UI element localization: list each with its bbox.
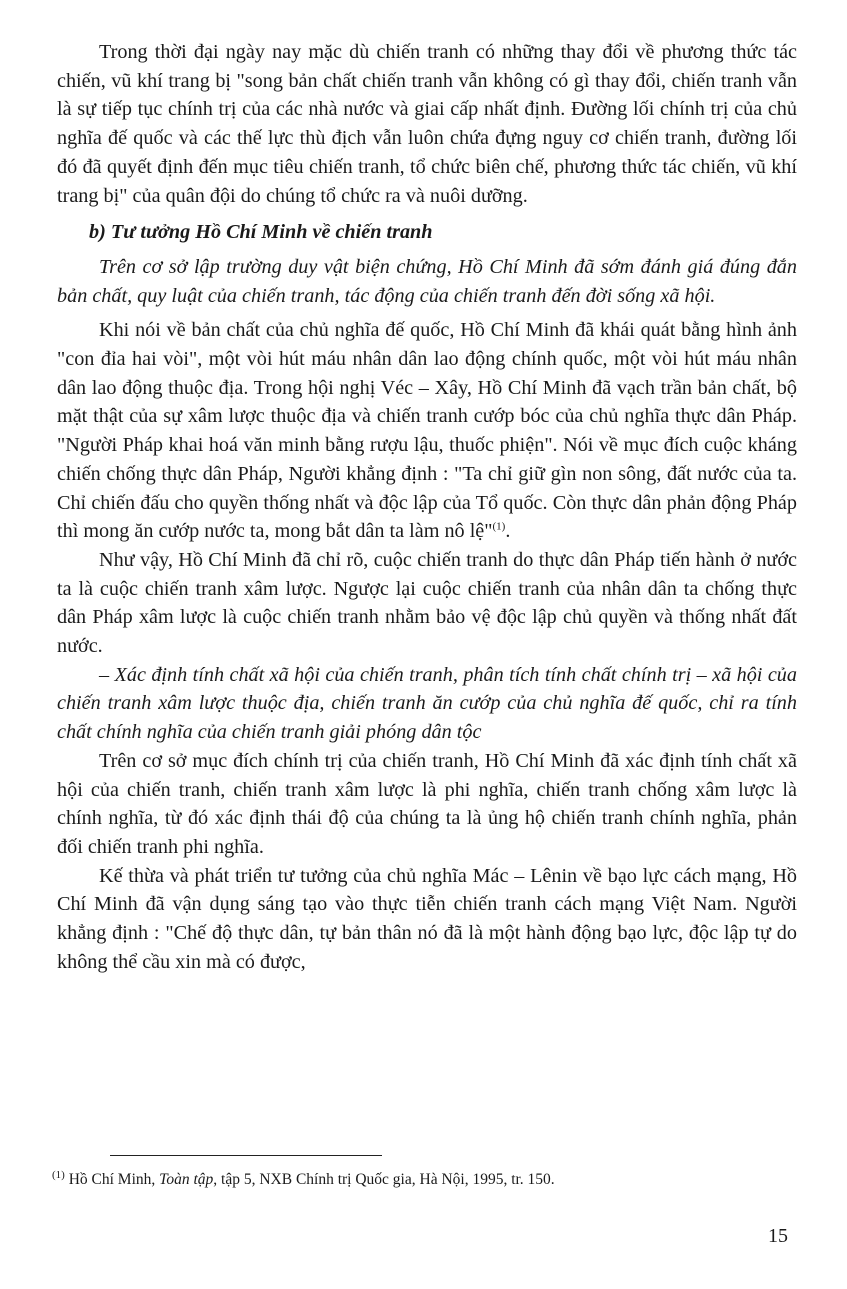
page-body xyxy=(57,38,797,977)
footnote-reference-1: (1) xyxy=(492,520,506,533)
footnote-author: Hồ Chí Minh, xyxy=(64,1171,160,1188)
footnote-divider xyxy=(110,1155,382,1156)
paragraph-6: Trên cơ sở mục đích chính trị của chiến tranh, Hồ Chí Minh đã xác định tính chất xã hội của chiến tranh, chiến tranh xâm lược là phi nghĩa, chiến tranh chống xâm lược là chính nghĩa, từ đó xác định thái độ của chúng ta là ủng hộ chiến tranh chính nghĩa, phản đối chiến tranh phi nghĩa. xyxy=(57,749,797,858)
footnote-title: Toàn tập xyxy=(159,1171,214,1188)
paragraph-1: Trong thời đại ngày nay mặc dù chiến tranh có những thay đổi về phương thức tác chiến, vũ khí trang bị "song bản chất chiến tranh vẫn không có gì thay đổi, chiến tranh vẫn là sự tiếp tục chính trị của các nhà nước và giai cấp nhất định. Đường lối chính trị của chủ nghĩa đế quốc và các thế lực thù địch vẫn luôn chứa đựng nguy cơ chiến tranh, đường lối đó đã quyết định đến mục tiêu chiến tranh, tổ chức biên chế, phương thức tác chiến, vũ khí trang bị" của quân đội do chúng tổ chức ra và nuôi dưỡng. xyxy=(57,41,797,207)
paragraph-5-italic: – Xác định tính chất xã hội của chiến tranh, phân tích tính chất chính trị – xã hội của chiến tranh xâm lược thuộc địa, chiến tranh ăn cướp của chủ nghĩa đế quốc, chỉ ra tính chất chính nghĩa của chiến tranh giải phóng dân tộc xyxy=(57,663,797,744)
footnote xyxy=(52,1170,555,1190)
paragraph-3-end: . xyxy=(505,520,511,543)
paragraph-2-italic: Trên cơ sở lập trường duy vật biện chứng, Hồ Chí Minh đã sớm đánh giá đúng đắn bản chất, quy luật của chiến tranh, tác động của chiến tranh đến đời sống xã hội. xyxy=(57,255,797,307)
section-heading-b: b) Tư tưởng Hồ Chí Minh về chiến tranh xyxy=(89,221,433,244)
page-number: 15 xyxy=(768,1225,788,1247)
footnote-details: , tập 5, NXB Chính trị Quốc gia, Hà Nội, 1995, tr. 150. xyxy=(213,1171,555,1188)
paragraph-4: Như vậy, Hồ Chí Minh đã chỉ rõ, cuộc chiến tranh do thực dân Pháp tiến hành ở nước ta là cuộc chiến tranh xâm lược. Ngược lại cuộc chiến tranh của nhân dân ta chống thực dân Pháp xâm lược là cuộc chiến tranh nhằm bảo vệ độc lập chủ quyền và thống nhất đất nước. xyxy=(57,548,797,658)
paragraph-7: Kế thừa và phát triển tư tưởng của chủ nghĩa Mác – Lênin về bạo lực cách mạng, Hồ Chí Minh đã vận dụng sáng tạo vào thực tiễn chiến tranh cách mạng Việt Nam. Người khẳng định : "Chế độ thực dân, tự bản thân nó đã là một hành động bạo lực, độc lập tự do không thể cầu xin mà có được, xyxy=(57,864,797,973)
paragraph-3 xyxy=(57,316,797,546)
footnote-mark: (1) xyxy=(52,1168,65,1181)
paragraph-3-text: Khi nói về bản chất của chủ nghĩa đế quốc, Hồ Chí Minh đã khái quát bằng hình ảnh "con đỉa hai vòi", một vòi hút máu nhân dân lao động chính quốc, một vòi hút máu nhân dân lao động thuộc địa. Trong hội nghị Véc – Xây, Hồ Chí Minh đã vạch trần bản chất, bộ mặt thật của sự xâm lược thuộc địa và chiến tranh cướp bóc của chủ nghĩa thực dân Pháp. "Người Pháp khai hoá văn minh bằng rượu lậu, thuốc phiện". Nói về mục đích cuộc kháng chiến chống thực dân Pháp, Người khẳng định : "Ta chỉ giữ gìn non sông, đất nước của ta. Chỉ chiến đấu cho quyền thống nhất và độc lập của Tổ quốc. Còn thực dân phản động Pháp thì mong ăn cướp nước ta, mong bắt dân ta làm nô lệ" xyxy=(57,319,797,543)
